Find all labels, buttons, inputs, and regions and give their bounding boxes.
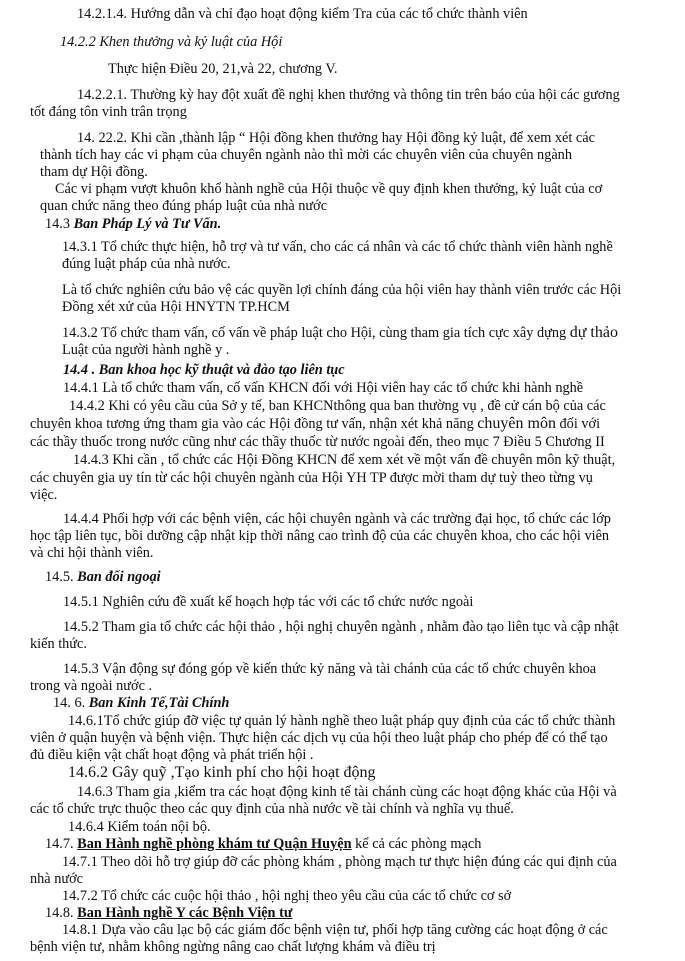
text-line: 14.5.3 Vận động sự đóng góp về kiến thức kỷ năng và tài chánh của các tổ chức chuyên khoa xyxy=(63,661,597,677)
text-line: trong và ngoài nước . xyxy=(30,678,153,694)
text-segment: đối với xyxy=(555,416,601,432)
text-line: bệnh viện tư, nhằm không ngừng nâng cao chất lượng khám và điều trị xyxy=(30,939,436,955)
text-line: 14.3.1 Tổ chức thực hiện, hỗ trợ và tư vấn, cho các cá nhân và các tổ chức thành viên hành nghề xyxy=(62,239,613,255)
text-segment: kể cả các phòng mạch xyxy=(351,836,482,852)
text-line: 14.6.3 Tham gia ,kiểm tra các hoạt động kinh tế tài chánh cùng các hoạt động khác của Hội và xyxy=(77,784,617,800)
section-title: Ban Pháp Lý và Tư Vấn. xyxy=(73,216,222,232)
text-line: các chuyên gia uy tín từ các hội chuyên ngành của Hội YH TP được mời tham dự tuỳ theo từng vụ xyxy=(30,470,593,486)
text-line: 14.6.1Tổ chức giúp đỡ việc tự quản lý hành nghề theo luật pháp quy định của các tổ chức thành xyxy=(68,713,616,729)
text-line: các tổ chức trực thuộc theo các quy định của nhà nước về tài chính và nghĩa vụ thuế. xyxy=(30,801,514,817)
section-number: 14.7. xyxy=(45,836,78,852)
text-line xyxy=(30,415,600,433)
text-line: 14.5.2 Tham gia tổ chức các hội thảo , hội nghị chuyên ngành , nhằm đào tạo liên tục và cập nhật xyxy=(63,619,619,635)
section-number: 14. 6. xyxy=(53,695,89,711)
text-line: 14.8.1 Dựa vào câu lạc bộ các giám đốc bệnh viện tư, phối hợp tăng cường các hoạt động ở các xyxy=(62,922,608,938)
section-heading xyxy=(53,695,229,712)
section-heading: 14.4 . Ban khoa học kỹ thuật và đào tạo liên tục xyxy=(63,362,345,378)
text-line: 14.6.4 Kiểm toán nội bộ. xyxy=(68,819,211,835)
section-heading xyxy=(45,836,481,853)
text-line: Luật của người hành nghề y . xyxy=(62,342,230,358)
text-line: tốt đáng tôn vinh trân trọng xyxy=(30,104,187,120)
text-line: việc. xyxy=(30,487,58,503)
text-line: đúng luật pháp của nhà nước. xyxy=(62,256,231,272)
text-line: 14.6.2 Gây quỹ ,Tạo kinh phí cho hội hoạt động xyxy=(68,764,376,781)
text-segment-large: chuyên môn xyxy=(477,415,556,432)
text-line xyxy=(62,324,618,342)
text-line: Đồng xét xử của Hội HNYTN TP.HCM xyxy=(62,299,290,315)
text-line: 14.4.4 Phối hợp với các bệnh viện, các hội chuyên ngành và các trường đại học, tổ chức các lớp xyxy=(63,511,611,527)
section-heading: 14.2.2 Khen thưởng và kỷ luật của Hội xyxy=(60,34,283,50)
text-line: 14.7.2 Tổ chức các cuộc hội thảo , hội nghị theo yêu cầu của các tổ chức cơ sở xyxy=(62,888,512,904)
section-number: 14.3 xyxy=(45,216,74,232)
section-heading xyxy=(45,569,161,586)
section-title: Ban Hành nghề phòng khám tư Quận Huyện xyxy=(77,836,352,852)
section-heading xyxy=(45,216,221,233)
section-heading xyxy=(45,905,292,922)
text-line: 14.4.1 Là tổ chức tham vấn, cố vấn KHCN đối với Hội viên hay các tổ chức khi hành nghề xyxy=(63,380,584,396)
section-title: Ban Hành nghề Y các Bệnh Viện tư xyxy=(77,905,293,921)
text-line: các thầy thuốc trong nước cũng như các thầy thuốc từ nước ngoài đến, theo mục 7 Điều 5 Chương II xyxy=(30,434,605,450)
text-line: 14.5.1 Nghiên cứu đề xuất kế hoạch hợp tác với các tổ chức nước ngoài xyxy=(63,594,474,610)
section-title: Ban Kinh Tế,Tài Chính xyxy=(88,695,230,711)
text-line: Thực hiện Điều 20, 21,và 22, chương V. xyxy=(108,61,338,77)
text-line: 14.4.3 Khi cần , tổ chức các Hội Đồng KHCN để xem xét về một vấn đề chuyên môn kỹ thuật, xyxy=(73,452,616,468)
section-number: 14.5. xyxy=(45,569,78,585)
text-segment: 14.3.2 Tổ chức tham vấn, cố vấn về pháp luật cho Hội, cùng tham gia tích cực xây dựng xyxy=(62,325,570,341)
text-line: đủ điều kiện vật chất hoạt động và phát triển hội . xyxy=(30,747,314,763)
text-line: viên ở quận huyện và bệnh viện. Thực hiện các dịch vụ của hội theo luật pháp cho phép để có thể tạo xyxy=(30,730,608,746)
section-title: Ban đối ngoại xyxy=(77,569,161,585)
text-line: Các vi phạm vượt khuôn khổ hành nghề của Hội thuộc về quy định khen thưởng, kỷ luật của cơ xyxy=(55,181,603,197)
text-line: Là tổ chức nghiên cứu bảo vệ các quyền lợi chính đáng của hội viên hay thành viên trước các Hội xyxy=(62,282,622,298)
text-line: kiến thức. xyxy=(30,636,87,652)
text-line: thành tích hay các vi phạm của chuyên ngành nào thì mời các chuyên viên của chuyên ngành xyxy=(40,147,572,163)
text-line: 14. 22.2. Khi cần ,thành lập “ Hội đồng khen thưởng hay Hội đồng kỷ luật, để xem xét các xyxy=(77,130,595,146)
section-number: 14.8. xyxy=(45,905,78,921)
text-segment: chuyên khoa tương ứng tham gia vào các Hội đồng tư vấn, nhận xét khả năng xyxy=(30,416,478,432)
text-line: 14.7.1 Theo dõi hỗ trợ giúp đỡ các phòng khám , phòng mạch tư thực hiện đúng các qui định của xyxy=(62,854,617,870)
text-line: quan chức năng theo đúng pháp luật của nhà nước xyxy=(40,198,328,214)
text-line: nhà nước xyxy=(30,871,84,887)
text-line: 14.2.1.4. Hướng dẫn và chỉ đạo hoạt động kiểm Tra của các tổ chức thành viên xyxy=(77,6,528,22)
text-line: 14.2.2.1. Thường kỳ hay đột xuất đề nghị khen thưởng và thông tin trên báo của hội các gương xyxy=(77,87,620,103)
text-line: và chi hội thành viên. xyxy=(30,545,154,561)
text-segment-large: dự thảo xyxy=(569,324,618,341)
text-line: học tập liên tục, bồi dưỡng cập nhật kịp thời nâng cao trình độ của các chuyên khoa, cho các hội viên xyxy=(30,528,610,544)
text-line: 14.4.2 Khi có yêu cầu của Sở y tế, ban KHCNthông qua ban thường vụ , đề cử cán bộ của các xyxy=(69,398,606,414)
text-line: tham dự Hội đồng. xyxy=(40,164,148,180)
